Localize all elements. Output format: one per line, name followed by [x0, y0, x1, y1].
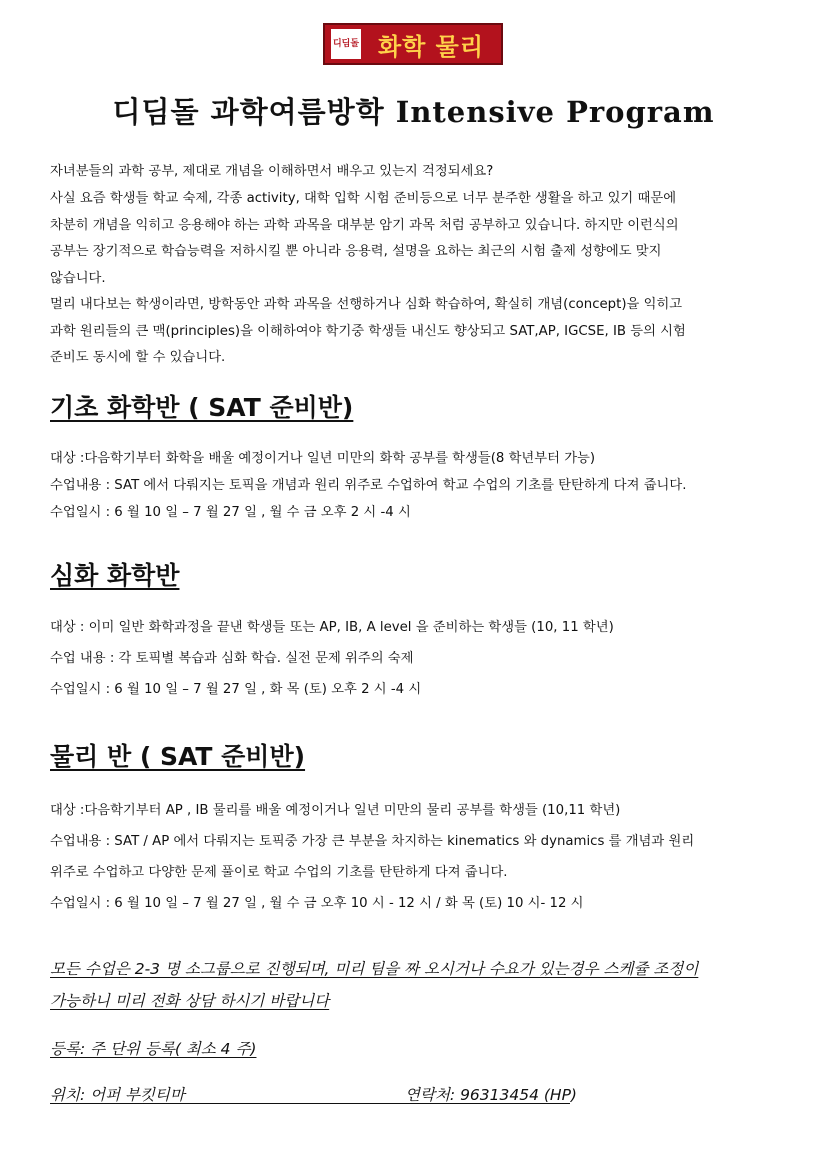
section-heading-basic-chemistry: 기초 화학반 ( SAT 준비반)	[50, 393, 354, 422]
logo-text: 화학 물리	[377, 32, 485, 61]
section-line: 수업내용 : SAT / AP 에서 다뤄지는 토픽중 가장 큰 부분을 차지하는 kinematics 와 dynamics 를 개념과 원리	[50, 834, 695, 849]
intro-line: 준비도 동시에 할 수 있습니다.	[50, 350, 226, 365]
section-heading-advanced-chemistry: 심화 화학반	[50, 561, 180, 590]
intro-line: 멀리 내다보는 학생이라면, 방학동안 과학 과목을 선행하거나 심화 학습하여, 확실히 개념(concept)을 익히고	[50, 297, 683, 312]
logo-mark-icon: 디딤돌	[331, 29, 361, 59]
section-line: 수업 내용 : 각 토픽별 복습과 심화 학습. 실전 문제 위주의 숙제	[50, 651, 414, 666]
contact-text: 연락처: 96313454 (HP)	[405, 1086, 577, 1104]
page-title: 디딤돌 과학여름방학 Intensive Program	[112, 95, 715, 129]
section-line: 수업내용 : SAT 에서 다뤄지는 토픽을 개념과 원리 위주로 수업하여 학교 수업의 기초를 탄탄하게 다져 줍니다.	[50, 478, 687, 493]
location-text: 위치: 어퍼 부킷티마	[50, 1086, 185, 1104]
intro-line: 자녀분들의 과학 공부, 제대로 개념을 이해하면서 배우고 있는지 걱정되세요?	[50, 164, 494, 179]
note-line: 가능하니 미리 전화 상담 하시기 바랍니다	[50, 992, 330, 1010]
section-line: 대상 :다음학기부터 AP , IB 물리를 배울 예정이거나 일년 미만의 물리 공부를 학생들 (10,11 학년)	[50, 803, 621, 818]
note-line: 모든 수업은 2-3 명 소그룹으로 진행되며, 미리 팀을 짜 오시거나 수요가 있는경우 스케쥴 조정이	[50, 960, 699, 978]
contact-row	[50, 1083, 577, 1104]
logo	[323, 23, 503, 65]
intro-line: 않습니다.	[50, 271, 106, 286]
intro-line: 차분히 개념을 익히고 응용해야 하는 과학 과목을 대부분 암기 과목 처럼 공부하고 있습니다. 하지만 이런식의	[50, 218, 679, 233]
intro-line: 과학 원리들의 큰 맥(principles)을 이해하여야 학기중 학생들 내신도 향상되고 SAT,AP, IGCSE, IB 등의 시험	[50, 324, 686, 339]
section-line: 대상 :다음학기부터 화학을 배울 예정이거나 일년 미만의 화학 공부를 학생들(8 학년부터 가능)	[50, 451, 596, 466]
section-line: 수업일시 : 6 월 10 일 – 7 월 27 일 , 화 목 (토) 오후 2 시 -4 시	[50, 682, 422, 697]
section-line: 위주로 수업하고 다양한 문제 풀이로 학교 수업의 기초를 탄탄하게 다져 줍니다.	[50, 865, 508, 880]
intro-line: 사실 요즘 학생들 학교 숙제, 각종 activity, 대학 입학 시험 준비등으로 너무 분주한 생활을 하고 있기 때문에	[50, 191, 677, 206]
registration-note: 등록: 주 단위 등록( 최소 4 주)	[50, 1040, 257, 1058]
intro-line: 공부는 장기적으로 학습능력을 저하시킬 뿐 아니라 응용력, 설명을 요하는 최근의 시험 출제 성향에도 맞지	[50, 244, 662, 259]
section-line: 수업일시 : 6 월 10 일 – 7 월 27 일 , 월 수 금 오후 10 시 - 12 시 / 화 목 (토) 10 시- 12 시	[50, 896, 584, 911]
section-line: 수업일시 : 6 월 10 일 – 7 월 27 일 , 월 수 금 오후 2 시 -4 시	[50, 505, 411, 520]
section-line: 대상 : 이미 일반 화학과정을 끝낸 학생들 또는 AP, IB, A level 을 준비하는 학생들 (10, 11 학년)	[50, 620, 614, 635]
section-heading-physics: 물리 반 ( SAT 준비반)	[50, 742, 306, 771]
